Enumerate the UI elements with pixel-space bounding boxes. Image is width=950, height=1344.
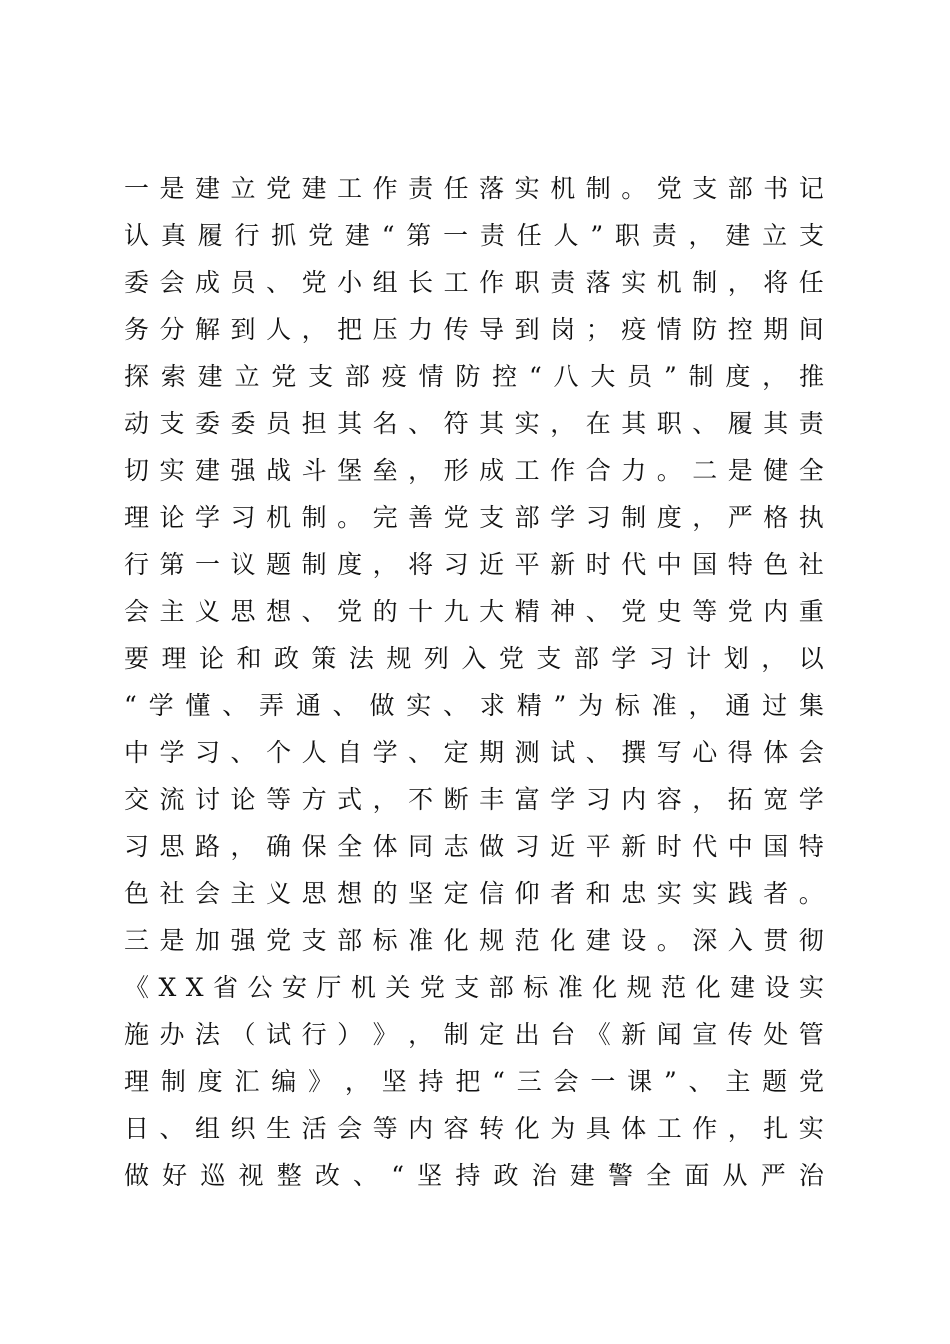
text-line: 三 是 加 强 党 支 部 标 准 化 规 范 化 建 设 。 深 入 贯 彻	[124, 926, 824, 955]
text-line: 委 会 成 员 、 党 小 组 长 工 作 职 责 落 实 机 制 ， 将 任	[124, 268, 824, 297]
text-line: 做 好 巡 视 整 改 、 “ 坚 持 政 治 建 警 全 面 从 严 治	[124, 1161, 824, 1190]
text-line: 行 第 一 议 题 制 度 ， 将 习 近 平 新 时 代 中 国 特 色 社	[124, 550, 824, 579]
text-line: “ 学 懂 、 弄 通 、 做 实 、 求 精 ” 为 标 准 ， 通 过 集	[124, 691, 824, 720]
text-line: 习 思 路 ， 确 保 全 体 同 志 做 习 近 平 新 时 代 中 国 特	[124, 832, 824, 861]
text-line: 理 制 度 汇 编 》 ， 坚 持 把 “ 三 会 一 课 ” 、 主 题 党	[124, 1067, 824, 1096]
text-line: 务 分 解 到 人 ， 把 压 力 传 导 到 岗 ； 疫 情 防 控 期 间	[124, 315, 824, 344]
text-line: 探 索 建 立 党 支 部 疫 情 防 控 “ 八 大 员 ” 制 度 ， 推	[124, 362, 824, 391]
text-line: 要 理 论 和 政 策 法 规 列 入 党 支 部 学 习 计 划 ， 以	[124, 644, 824, 673]
text-line: 一 是 建 立 党 建 工 作 责 任 落 实 机 制 。 党 支 部 书 记	[124, 174, 824, 203]
text-line: 认 真 履 行 抓 党 建 “ 第 一 责 任 人 ” 职 责 ， 建 立 支	[124, 221, 824, 250]
text-line: 动 支 委 委 员 担 其 名 、 符 其 实 ， 在 其 职 、 履 其 责	[124, 409, 824, 438]
text-line: 交 流 讨 论 等 方 式 ， 不 断 丰 富 学 习 内 容 ， 拓 宽 学	[124, 785, 824, 814]
text-line: 中 学 习 、 个 人 自 学 、 定 期 测 试 、 撰 写 心 得 体 会	[124, 738, 824, 767]
text-line: 《 X X 省 公 安 厅 机 关 党 支 部 标 准 化 规 范 化 建 设 实	[124, 973, 824, 1002]
text-line: 施 办 法 （ 试 行 ） 》 ， 制 定 出 台 《 新 闻 宣 传 处 管	[124, 1020, 824, 1049]
text-line: 理 论 学 习 机 制 。 完 善 党 支 部 学 习 制 度 ， 严 格 执	[124, 503, 824, 532]
body-text	[124, 165, 824, 1199]
text-line: 切 实 建 强 战 斗 堡 垒 ， 形 成 工 作 合 力 。 二 是 健 全	[124, 456, 824, 485]
text-line: 会 主 义 思 想 、 党 的 十 九 大 精 神 、 党 史 等 党 内 重	[124, 597, 824, 626]
text-line: 日 、 组 织 生 活 会 等 内 容 转 化 为 具 体 工 作 ， 扎 实	[124, 1114, 824, 1143]
text-line: 色 社 会 主 义 思 想 的 坚 定 信 仰 者 和 忠 实 实 践 者 。	[124, 879, 824, 908]
